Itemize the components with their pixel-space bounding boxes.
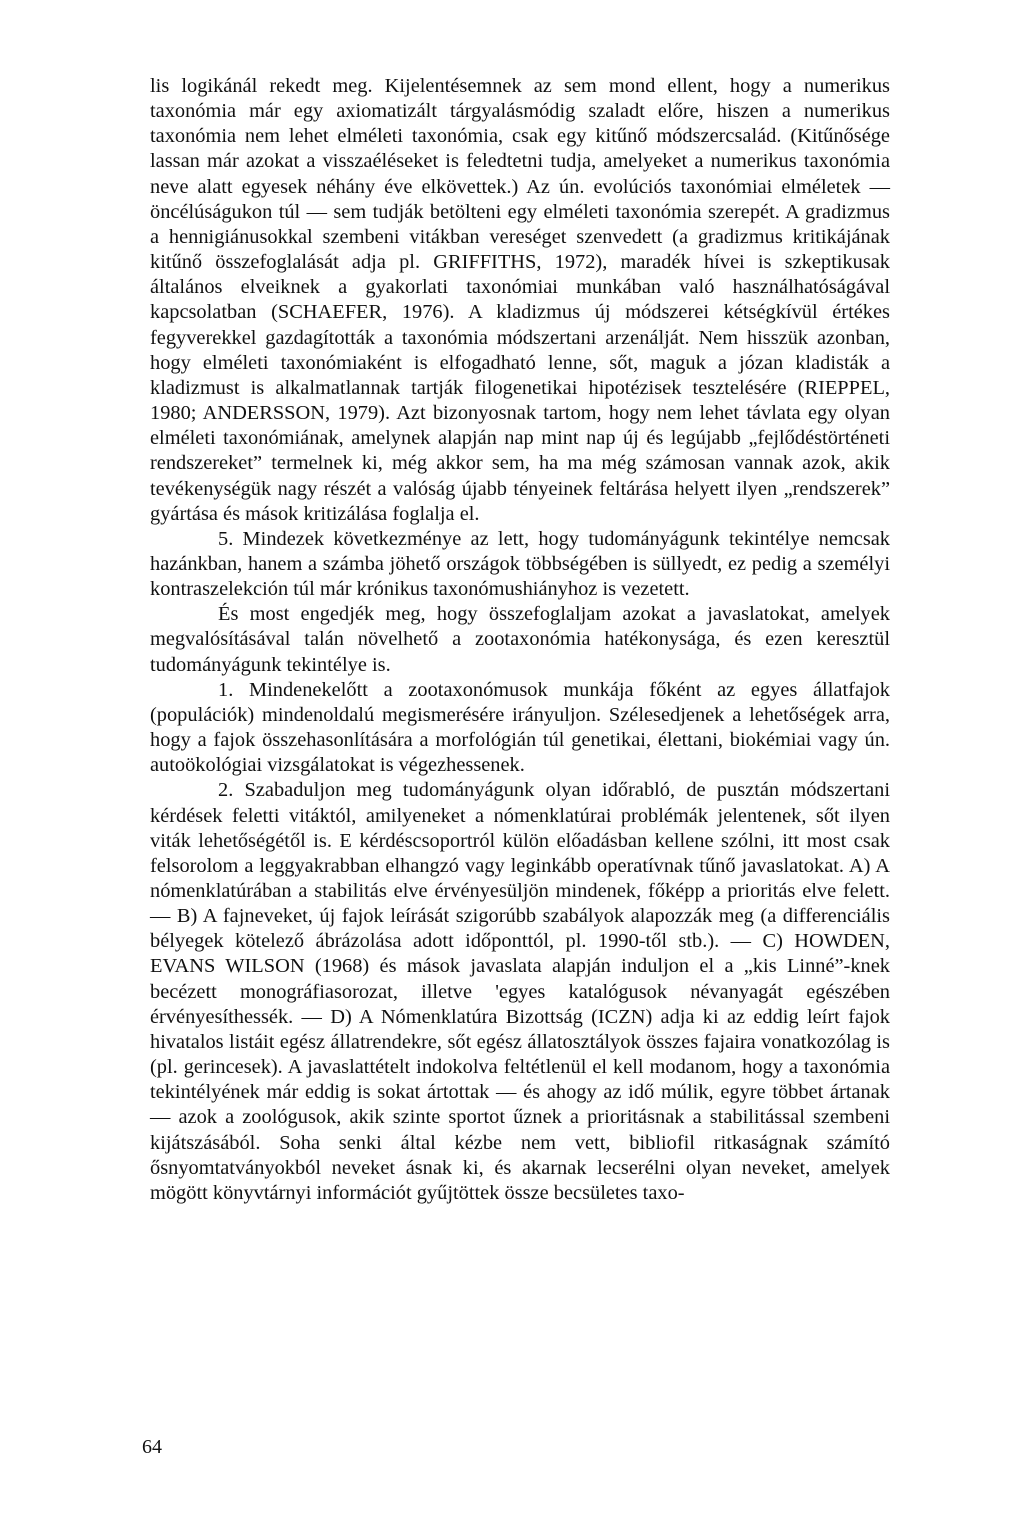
paragraph-proposal-1: 1. Mindenekelőtt a zootaxonómusok munkája főként az egyes állatfajok (populációk) mindenoldalú megismerésére irányuljon. Szélesedjenek a lehetőségek arra, hogy a fajok összehasonlítására a morfológián túl genetikai, élettani, biokémiai vagy ún. autoökológiai vizsgálatokat is végezhessenek.: [150, 678, 890, 777]
paragraph-proposals-intro: És most engedjék meg, hogy összefoglaljam azokat a javaslatokat, amelyek megvalósításával talán növelhető a zootaxonómia hatékonysága, és ezen keresztül tudományágunk tekintélye is.: [150, 603, 890, 676]
paragraph-point-5: 5. Mindezek következménye az lett, hogy tudományágunk tekintélye nemcsak hazánkban, hanem a számba jöhető országok többségében is süllyedt, ez pedig a személyi kontraszelekción túl már krónikus taxonómushiányhoz is vezetett.: [150, 527, 890, 601]
paragraph-numerical-taxonomy: lis logikánál rekedt meg. Kijelentésemnek az sem mond ellent, hogy a numerikus taxonómia már egy axiomatizált tárgyalásmódig szaladt előre, hiszen a numerikus taxonómia nem lehet elméleti taxonómia, csak egy kitűnő módszercsalád. (Kitűnősége lassan már azokat a visszaéléseket is feledtetni tudja, amelyeket a numerikus taxonómia neve alatt egyesek néhány éve elkövettek.) Az ún. evolúciós taxonómiai elméletek — öncélúságukon túl — sem tudják betölteni egy elméleti taxonómia szerepét. A gradizmus a hennigiánusokkal szembeni vitákban vereséget szenvedett (a gradizmus kritikájának kitűnő összefoglalását adja pl. GRIFFITHS, 1972), maradék hívei is szkeptikusak általános elveiknek a gyakorlati taxonómiai munkában való használhatóságával kapcsolatban (SCHAEFER, 1976). A kladizmus új módszerei kétségkívül értékes fegyverekkel gazdagították a taxonómia módszertani arzenálját. Nem hisszük azonban, hogy elméleti taxonómiaként is elfogadható lenne, sőt, maguk a józan kladisták a kladizmust is alkalmatlannak tartják filogenetikai hipotézisek tesztelésére (RIEPPEL, 1980; ANDERSSON, 1979). Azt bizonyosnak tartom, hogy nem lehet távlata egy olyan elméleti taxonómiának, amelynek alapján nap mint nap új és legújabb „fejlődéstörténeti rendszereket” termelnek ki, még akkor sem, ha ma még számosan vannak azok, akik tevékenységük nagy részét a valóság újabb tényeinek feltárása helyett ilyen „rendszerek” gyártása és mások kritizálása foglalja el.: [150, 75, 890, 525]
paragraph-proposal-2: 2. Szabaduljon meg tudományágunk olyan időrabló, de pusztán módszertani kérdések feletti vitáktól, amilyeneket a nómenklatúrai problémák jelentenek, sőt ilyen viták lehetőségétől is. E kérdéscsoportról külön előadásban kellene szólni, itt most csak felsorolom a leggyakrabban elhangzó vagy leginkább operatívnak tűnő javaslatokat. A) A nómenklatúrában a stabilitás elve érvényesüljön mindenek, főképp a prioritás elve felett. — B) A fajneveket, új fajok leírását szigorúbb szabályok alapozzák meg (a differenciális bélyegek kötelező ábrázolása adott időponttól, pl. 1990-től stb.). — C) HOWDEN, EVANS WILSON (1968) és mások javaslata alapján induljon el a „kis Linné”-knek becézett monográfiasorozat, illetve 'egyes katalógusok névanyagát egészében érvényesíthessék. — D) A Nómenklatúra Bizottság (ICZN) adja ki az eddig leírt fajok hivatalos listáit egész állatrendekre, sőt egész állatosztályok összes fajaira vonatkozólag is (pl. gerincesek). A javaslattételt indokolva feltétlenül el kell modanom, hogy a taxonómia tekintélyének már eddig is sokat ártottak — és ahogy az idő múlik, egyre többet ártanak — azok a zoológusok, akik szinte sportot űznek a prioritásnak a stabilitással szembeni kijátszásából. Soha senki által kézbe nem vett, bibliofil ritkaságnak számító ősnyomtatványokból neveket ásnak ki, és akarnak lecserélni olyan neveket, amelyek mögött könyvtárnyi információt gyűjtöttek össze becsületes taxo-: [150, 779, 890, 1204]
page-body: [150, 74, 890, 1206]
page-number: 64: [142, 1436, 162, 1458]
